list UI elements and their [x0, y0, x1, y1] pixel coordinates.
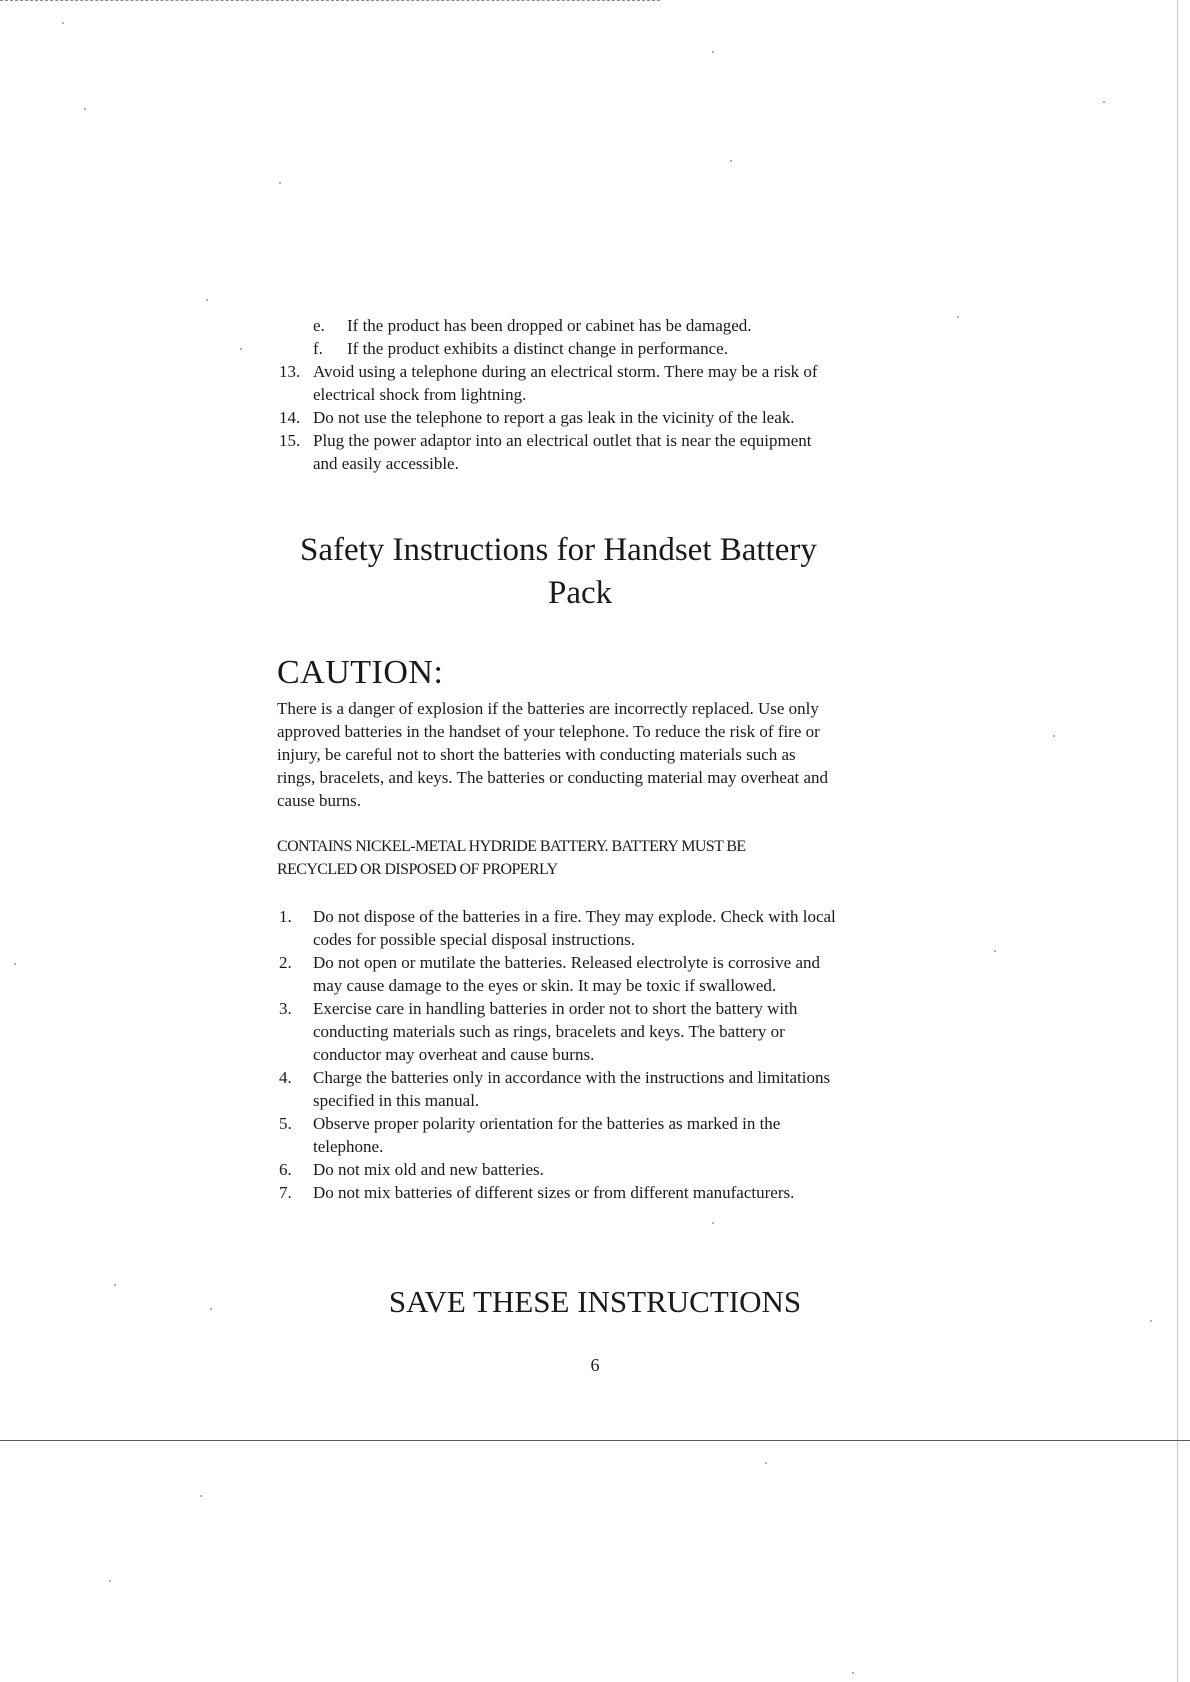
page-number: 6 [590, 1355, 600, 1375]
caution-heading: CAUTION: [277, 654, 444, 691]
battery-item-5-line-2: telephone. [313, 1137, 384, 1156]
caution-paragraph-line-5: cause burns. [277, 791, 362, 810]
list-text-15-line-1: Plug the power adaptor into an electrical outlet that is near the equipment [313, 431, 812, 450]
subitem-marker-e: e. [313, 316, 325, 335]
scan-speck [62, 22, 64, 24]
scan-speck [957, 316, 959, 318]
battery-item-1-line-1: Do not dispose of the batteries in a fire. They may explode. Check with local [313, 907, 836, 926]
list-text-15-line-2: and easily accessible. [313, 454, 459, 473]
caution-paragraph-line-4: rings, bracelets, and keys. The batteries or conducting material may overheat and [277, 768, 829, 787]
subitem-text-f: If the product exhibits a distinct change in performance. [347, 339, 728, 358]
battery-item-marker-5: 5. [279, 1114, 292, 1133]
scan-top-edge [0, 0, 660, 1]
scan-speck [1053, 735, 1055, 737]
battery-item-6-line-1: Do not mix old and new batteries. [313, 1160, 544, 1179]
battery-item-3-line-1: Exercise care in handling batteries in order not to short the battery with [313, 999, 798, 1018]
scan-bottom-rule [0, 1440, 1190, 1441]
scan-speck [14, 963, 16, 965]
battery-item-marker-6: 6. [279, 1160, 292, 1179]
battery-item-1-line-2: codes for possible special disposal instructions. [313, 930, 636, 949]
subitem-text-e: If the product has been dropped or cabinet has be damaged. [347, 316, 752, 335]
caution-paragraph-line-1: There is a danger of explosion if the batteries are incorrectly replaced. Use only [277, 699, 819, 718]
subitem-marker-f: f. [313, 339, 323, 358]
battery-item-4-line-2: specified in this manual. [313, 1091, 480, 1110]
scan-speck [279, 182, 281, 184]
scan-speck [84, 108, 86, 110]
scan-speck [109, 1580, 111, 1582]
battery-item-7-line-1: Do not mix batteries of different sizes or from different manufacturers. [313, 1183, 795, 1202]
battery-item-5-line-1: Observe proper polarity orientation for the batteries as marked in the [313, 1114, 781, 1133]
list-text-13-line-1: Avoid using a telephone during an electrical storm. There may be a risk of [313, 362, 818, 381]
battery-item-4-line-1: Charge the batteries only in accordance with the instructions and limitations [313, 1068, 831, 1087]
battery-item-marker-4: 4. [279, 1068, 292, 1087]
battery-notice-line-1: CONTAINS NICKEL-METAL HYDRIDE BATTERY. BATTERY MUST BE [277, 838, 746, 855]
scan-speck [200, 1495, 202, 1497]
list-marker-15: 15. [279, 431, 301, 450]
scan-speck [994, 950, 996, 952]
list-text-14-line-1: Do not use the telephone to report a gas leak in the vicinity of the leak. [313, 408, 795, 427]
scan-speck [1103, 101, 1105, 103]
section-title-line-1: Safety Instructions for Handset Battery [300, 532, 817, 568]
caution-paragraph-line-2: approved batteries in the handset of your telephone. To reduce the risk of fire or [277, 722, 820, 741]
scan-speck [852, 1672, 854, 1674]
caution-paragraph-line-3: injury, be careful not to short the batteries with conducting materials such as [277, 745, 796, 764]
battery-item-3-line-3: conductor may overheat and cause burns. [313, 1045, 595, 1064]
section-title-line-2: Pack [548, 575, 613, 611]
scan-speck [240, 348, 242, 350]
battery-item-marker-7: 7. [279, 1183, 292, 1202]
scan-speck [765, 1462, 767, 1464]
battery-item-marker-3: 3. [279, 999, 292, 1018]
battery-item-marker-2: 2. [279, 953, 292, 972]
scan-speck [206, 299, 208, 301]
battery-item-2-line-2: may cause damage to the eyes or skin. It may be toxic if swallowed. [313, 976, 777, 995]
scan-speck [712, 51, 714, 53]
scan-right-edge [1177, 0, 1178, 1682]
battery-item-2-line-1: Do not open or mutilate the batteries. Released electrolyte is corrosive and [313, 953, 820, 972]
list-text-13-line-2: electrical shock from lightning. [313, 385, 527, 404]
battery-notice-line-2: RECYCLED OR DISPOSED OF PROPERLY [277, 861, 558, 878]
battery-item-marker-1: 1. [279, 907, 292, 926]
scan-speck [730, 160, 732, 162]
scan-speck [712, 1222, 714, 1224]
save-instructions-heading: SAVE THESE INSTRUCTIONS [388, 1284, 802, 1319]
list-marker-14: 14. [279, 408, 301, 427]
battery-item-3-line-2: conducting materials such as rings, bracelets and keys. The battery or [313, 1022, 785, 1041]
list-marker-13: 13. [279, 362, 301, 381]
